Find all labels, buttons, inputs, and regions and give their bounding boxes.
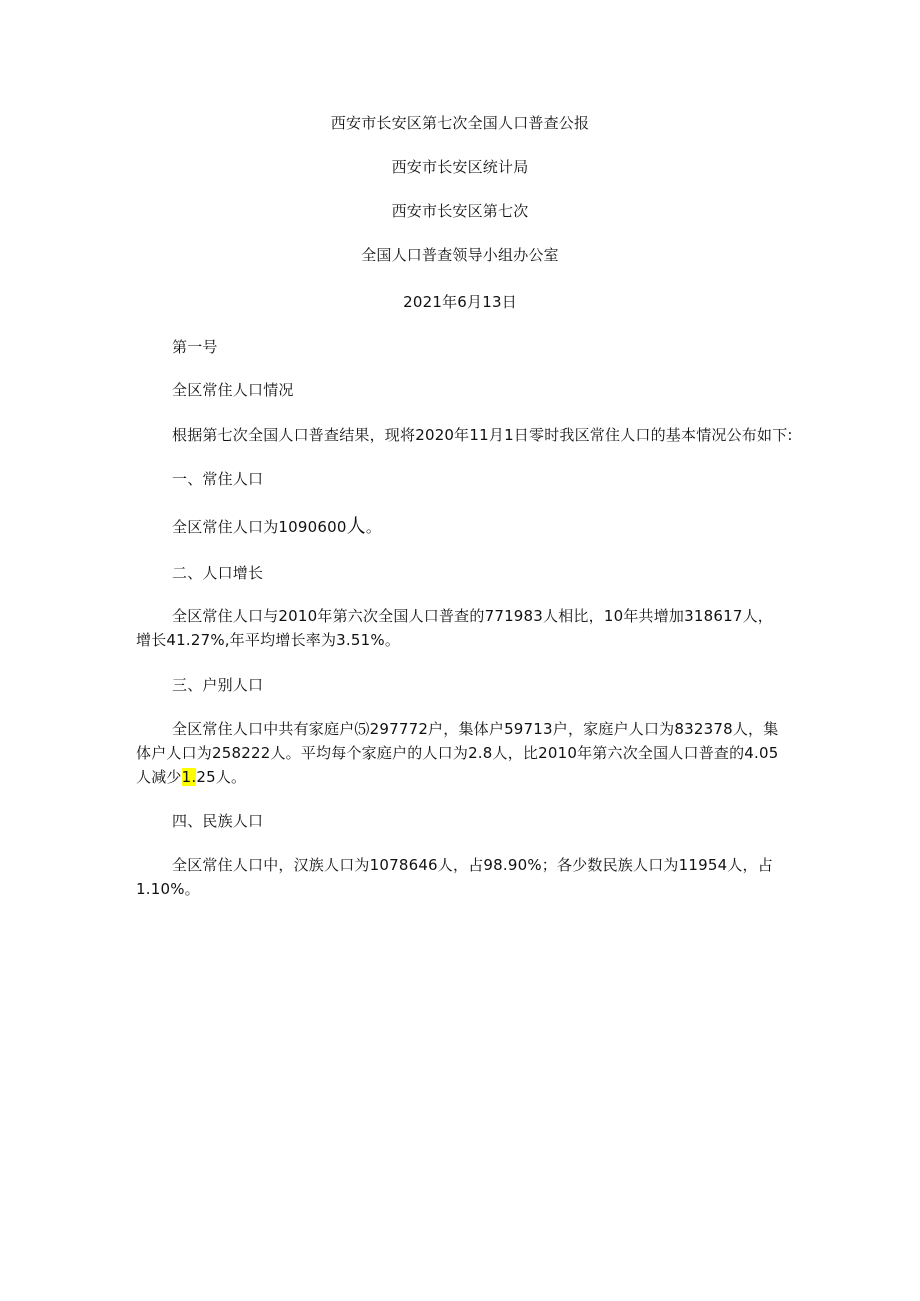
section-text: 。 xyxy=(365,518,382,536)
section-paragraph xyxy=(172,514,381,539)
section-text-large-char: 人 xyxy=(346,515,366,537)
section-paragraph xyxy=(136,717,786,789)
section-text: 25人。 xyxy=(196,768,247,786)
issuer-statistics-bureau: 西安市长安区统计局 xyxy=(391,158,529,176)
section-paragraph: 全区常住人口中，汉族人口为1078646人，占98.90%；各少数民族人口为11954人，占1.10%。 xyxy=(136,856,773,898)
highlighted-text: 1. xyxy=(181,768,197,786)
document-title: 西安市长安区第七次全国人口普查公报 xyxy=(330,114,590,132)
issuer-census-office-line-2: 全国人口普查领导小组办公室 xyxy=(361,246,559,264)
section-heading: 三、户别人口 xyxy=(172,676,264,694)
section-heading: 二、人口增长 xyxy=(172,564,264,582)
section-paragraph: 全区常住人口与2010年第六次全国人口普查的771983人相比，10年共增加318617人，增长41.27%,年平均增长率为3.51%。 xyxy=(136,607,773,649)
issuer-census-office-line-1: 西安市长安区第七次 xyxy=(391,202,529,220)
section-text: 全区常住人口中共有家庭户⑸297772户，集体户59713户，家庭户人口为832378人，集体户人口为258222人。平均每个家庭户的人口为2.8人，比2010年第六次全国人口普查的4.05人减少 xyxy=(136,720,779,786)
issue-date: 2021年6月13日 xyxy=(403,293,517,311)
bulletin-number: 第一号 xyxy=(172,338,218,356)
section-text: 全区常住人口为1090600 xyxy=(172,518,347,536)
intro-paragraph: 根据第七次全国人口普查结果，现将2020年11月1日零时我区常住人口的基本情况公布如下: xyxy=(172,426,793,444)
section-heading: 一、常住人口 xyxy=(172,470,264,488)
section-heading: 四、民族人口 xyxy=(172,812,264,830)
bulletin-subject: 全区常住人口情况 xyxy=(172,381,294,399)
